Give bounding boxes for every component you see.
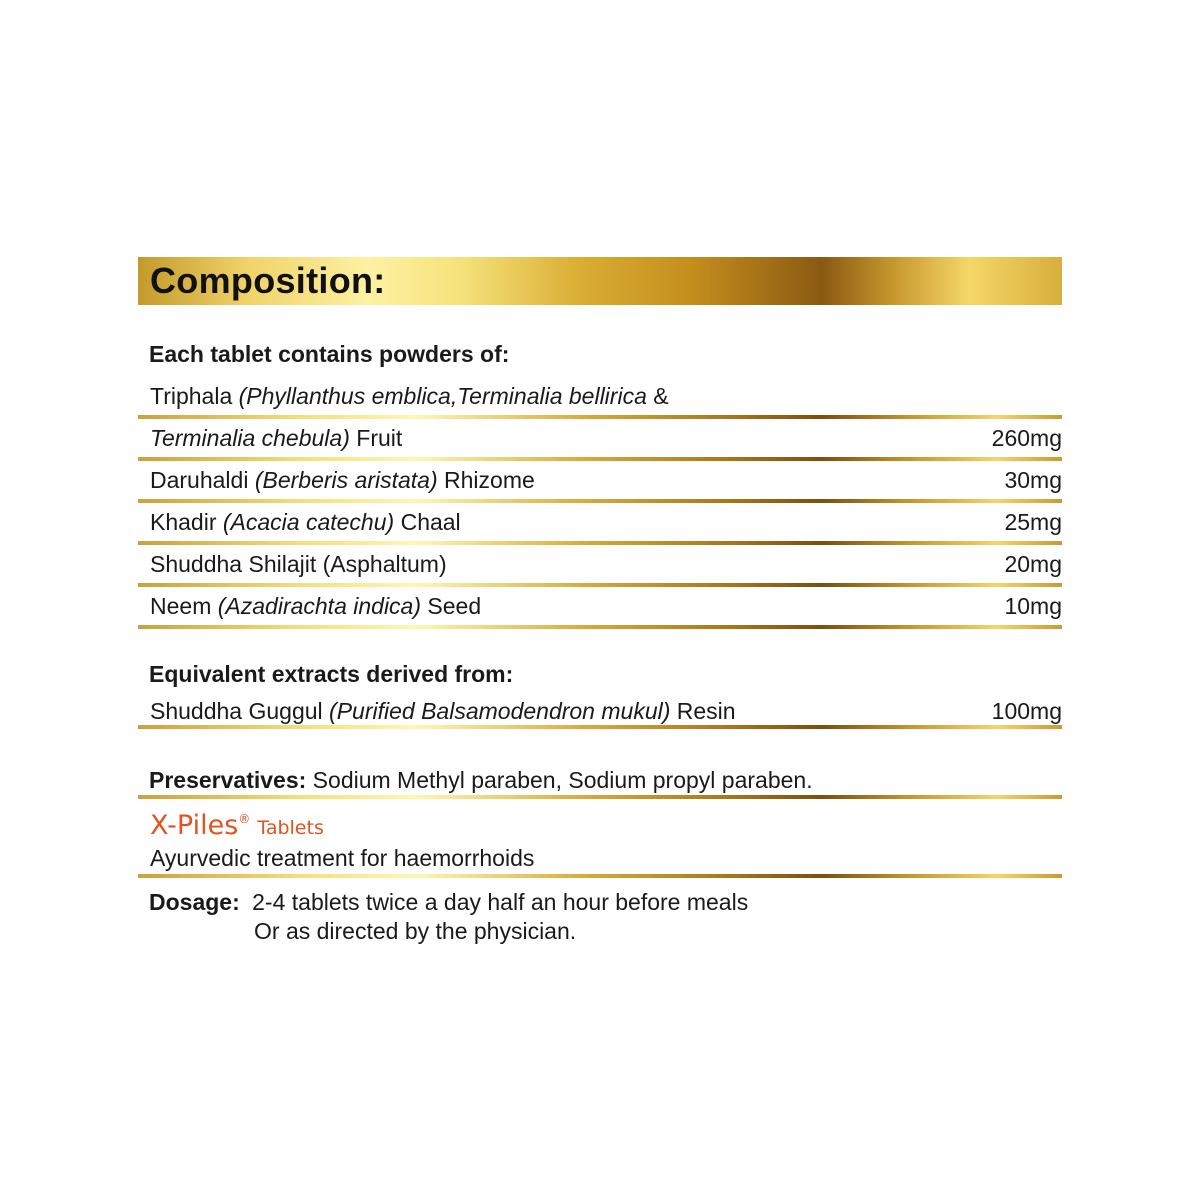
ingredient-part: Rhizome (437, 467, 535, 493)
divider (138, 625, 1062, 629)
brand-logo (150, 810, 324, 841)
ingredient-latin-name: (Acacia catechu) (222, 509, 395, 535)
ingredient-neem (150, 593, 481, 620)
ingredient-part: Chaal (394, 509, 461, 535)
divider (138, 457, 1062, 461)
ingredient-khadir (150, 509, 461, 536)
ingredient-latin-name: Terminalia chebula) (150, 425, 350, 451)
extracts-heading: Equivalent extracts derived from: (149, 661, 514, 687)
ingredient-common-name: Shuddha Guggul (150, 698, 330, 724)
ingredient-latin-name: (Phyllanthus emblica,Terminalia bellirica (238, 383, 647, 409)
ingredient-common-name: Shuddha Shilajit (Asphaltum) (150, 551, 447, 577)
dosage-line2: Or as directed by the physician. (254, 918, 577, 944)
ingredient-suffix: & (646, 383, 669, 409)
preservatives-label: Preservatives: (149, 767, 307, 793)
ingredient-amount: 260mg (991, 425, 1062, 451)
divider (138, 499, 1062, 503)
divider (138, 795, 1062, 799)
dosage-line1 (149, 889, 748, 916)
composition-banner (138, 257, 1062, 305)
registered-mark: ® (238, 812, 251, 826)
ingredient-latin-name: (Purified Balsamodendron mukul) (329, 698, 671, 724)
ingredient-shilajit (150, 551, 447, 578)
ingredient-part: Resin (670, 698, 736, 724)
ingredient-part: Fruit (349, 425, 403, 451)
dosage-label: Dosage: (149, 889, 240, 915)
preservatives-line (149, 767, 813, 794)
ingredient-common-name: Triphala (150, 383, 239, 409)
ingredient-common-name: Khadir (150, 509, 223, 535)
powders-heading: Each tablet contains powders of: (149, 341, 510, 367)
ingredient-common-name: Daruhaldi (150, 467, 255, 493)
divider (138, 415, 1062, 419)
preservatives-value: Sodium Methyl paraben, Sodium propyl paraben. (306, 767, 813, 793)
ingredient-triphala-line1 (150, 383, 669, 410)
divider (138, 874, 1062, 878)
composition-title: Composition: (150, 260, 386, 301)
ingredient-common-name: Neem (150, 593, 218, 619)
divider (138, 541, 1062, 545)
ingredient-part: Seed (421, 593, 482, 619)
brand-form: Tablets (257, 817, 324, 839)
ingredient-amount: 100mg (991, 698, 1062, 724)
ingredient-daruhaldi (150, 467, 535, 494)
ingredient-guggul (150, 698, 736, 725)
ingredient-amount: 20mg (1004, 551, 1062, 577)
ingredient-amount: 30mg (1004, 467, 1062, 493)
dosage-instruction: 2-4 tablets twice a day half an hour before meals (252, 889, 749, 915)
divider (138, 583, 1062, 587)
ingredient-amount: 10mg (1004, 593, 1062, 619)
brand-name: X-Piles (150, 810, 239, 841)
divider (138, 725, 1062, 729)
brand-tagline: Ayurvedic treatment for haemorrhoids (150, 845, 535, 871)
ingredient-latin-name: (Azadirachta indica) (217, 593, 422, 619)
ingredient-amount: 25mg (1004, 509, 1062, 535)
ingredient-latin-name: (Berberis aristata) (254, 467, 438, 493)
ingredient-triphala-line2 (150, 425, 402, 452)
